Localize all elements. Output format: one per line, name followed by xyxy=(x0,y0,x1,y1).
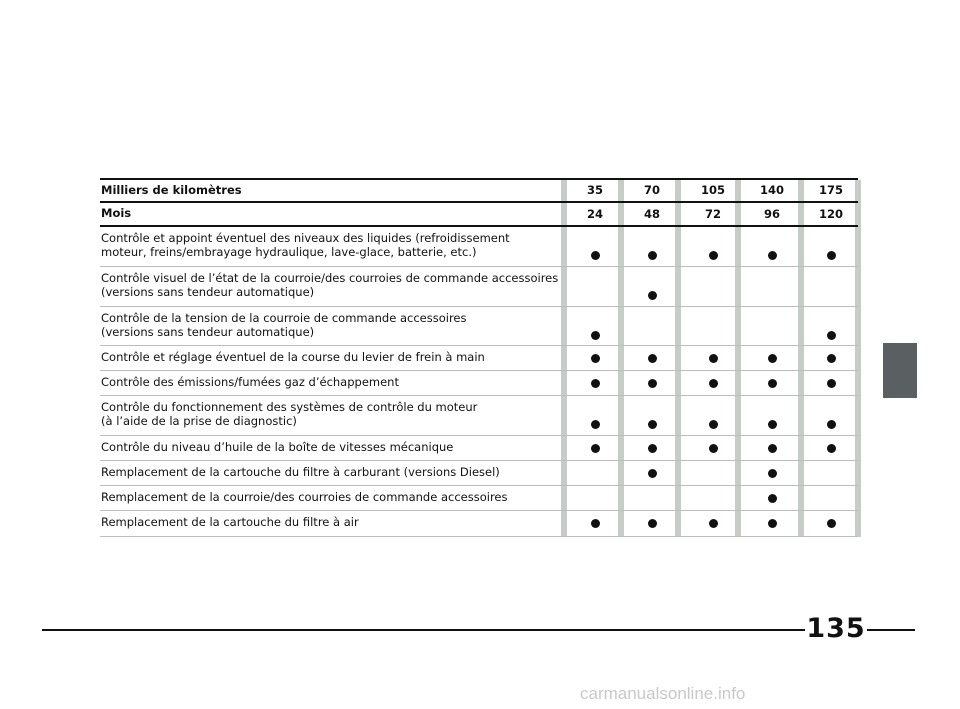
service-mark-dot xyxy=(768,494,777,503)
footer-rule xyxy=(42,629,915,631)
months-header-label: Mois xyxy=(101,206,132,220)
maintenance-item-text: Contrôle du fonctionnement des systèmes de contrôle du moteur xyxy=(101,400,478,414)
section-tab-marker xyxy=(883,343,917,398)
service-mark-dot xyxy=(827,519,836,528)
column-stripe xyxy=(618,180,624,537)
maintenance-item-text: Contrôle des émissions/fumées gaz d’échappement xyxy=(101,375,399,389)
month-value: 96 xyxy=(763,207,780,221)
column-stripe xyxy=(855,180,861,537)
row-separator xyxy=(100,345,858,346)
service-mark-dot xyxy=(648,251,657,260)
service-mark-dot xyxy=(709,379,718,388)
service-mark-dot xyxy=(768,519,777,528)
service-mark-dot xyxy=(709,444,718,453)
column-stripe xyxy=(798,180,804,537)
maintenance-item-text-continued: (à l’aide de la prise de diagnostic) xyxy=(101,414,297,428)
service-mark-dot xyxy=(591,519,600,528)
km-header-label: Milliers de kilomètres xyxy=(101,183,242,197)
service-mark-dot xyxy=(648,379,657,388)
column-stripe xyxy=(561,180,567,537)
service-mark-dot xyxy=(827,251,836,260)
service-mark-dot xyxy=(648,444,657,453)
service-mark-dot xyxy=(827,444,836,453)
month-value: 48 xyxy=(643,207,660,221)
maintenance-item-text-continued: (versions sans tendeur automatique) xyxy=(101,285,315,299)
page-number: 135 xyxy=(806,613,866,644)
month-value: 72 xyxy=(704,207,721,221)
service-mark-dot xyxy=(591,354,600,363)
service-mark-dot xyxy=(827,379,836,388)
service-mark-dot xyxy=(827,331,836,340)
service-mark-dot xyxy=(768,354,777,363)
row-separator xyxy=(100,536,858,537)
row-separator xyxy=(100,306,858,307)
service-mark-dot xyxy=(591,379,600,388)
header-divider-rule xyxy=(100,201,858,203)
row-separator xyxy=(100,395,858,396)
row-separator xyxy=(100,460,858,461)
maintenance-item-text: Remplacement de la cartouche du filtre à air xyxy=(101,515,359,529)
maintenance-item-text-continued: moteur, freins/embrayage hydraulique, lave-glace, batterie, etc.) xyxy=(101,245,477,259)
service-mark-dot xyxy=(648,291,657,300)
service-mark-dot xyxy=(648,469,657,478)
service-mark-dot xyxy=(709,251,718,260)
service-mark-dot xyxy=(648,519,657,528)
service-mark-dot xyxy=(709,420,718,429)
maintenance-item-text: Remplacement de la courroie/des courroies de commande accessoires xyxy=(101,490,508,504)
month-value: 120 xyxy=(818,207,843,221)
service-mark-dot xyxy=(709,354,718,363)
row-separator xyxy=(100,485,858,486)
maintenance-item-text: Contrôle de la tension de la courroie de commande accessoires xyxy=(101,311,467,325)
service-mark-dot xyxy=(648,420,657,429)
row-separator xyxy=(100,370,858,371)
column-stripe xyxy=(675,180,681,537)
km-value: 70 xyxy=(643,183,660,197)
row-separator xyxy=(100,266,858,267)
column-stripe xyxy=(735,180,741,537)
service-mark-dot xyxy=(768,469,777,478)
maintenance-item-text: Contrôle visuel de l’état de la courroie/des courroies de commande accessoires xyxy=(101,271,559,285)
service-mark-dot xyxy=(827,420,836,429)
km-value: 105 xyxy=(700,183,725,197)
service-mark-dot xyxy=(591,331,600,340)
maintenance-item-text-continued: (versions sans tendeur automatique) xyxy=(101,325,315,339)
service-mark-dot xyxy=(648,354,657,363)
service-mark-dot xyxy=(591,251,600,260)
row-separator xyxy=(100,510,858,511)
maintenance-item-text: Contrôle du niveau d’huile de la boîte de vitesses mécanique xyxy=(101,440,454,454)
row-separator xyxy=(100,435,858,436)
maintenance-item-text: Contrôle et réglage éventuel de la course du levier de frein à main xyxy=(101,350,485,364)
service-mark-dot xyxy=(768,251,777,260)
service-mark-dot xyxy=(709,519,718,528)
service-mark-dot xyxy=(591,444,600,453)
service-mark-dot xyxy=(768,379,777,388)
km-value: 175 xyxy=(818,183,843,197)
month-value: 24 xyxy=(586,207,603,221)
km-value: 140 xyxy=(759,183,784,197)
table-top-rule xyxy=(100,178,858,180)
maintenance-item-text: Remplacement de la cartouche du filtre à carburant (versions Diesel) xyxy=(101,465,500,479)
km-value: 35 xyxy=(586,183,603,197)
watermark-text: carmanualsonline.info xyxy=(580,684,746,703)
service-mark-dot xyxy=(768,420,777,429)
service-mark-dot xyxy=(827,354,836,363)
service-mark-dot xyxy=(591,420,600,429)
service-mark-dot xyxy=(768,444,777,453)
maintenance-item-text: Contrôle et appoint éventuel des niveaux des liquides (refroidissement xyxy=(101,231,510,245)
header-bottom-rule xyxy=(100,225,858,227)
